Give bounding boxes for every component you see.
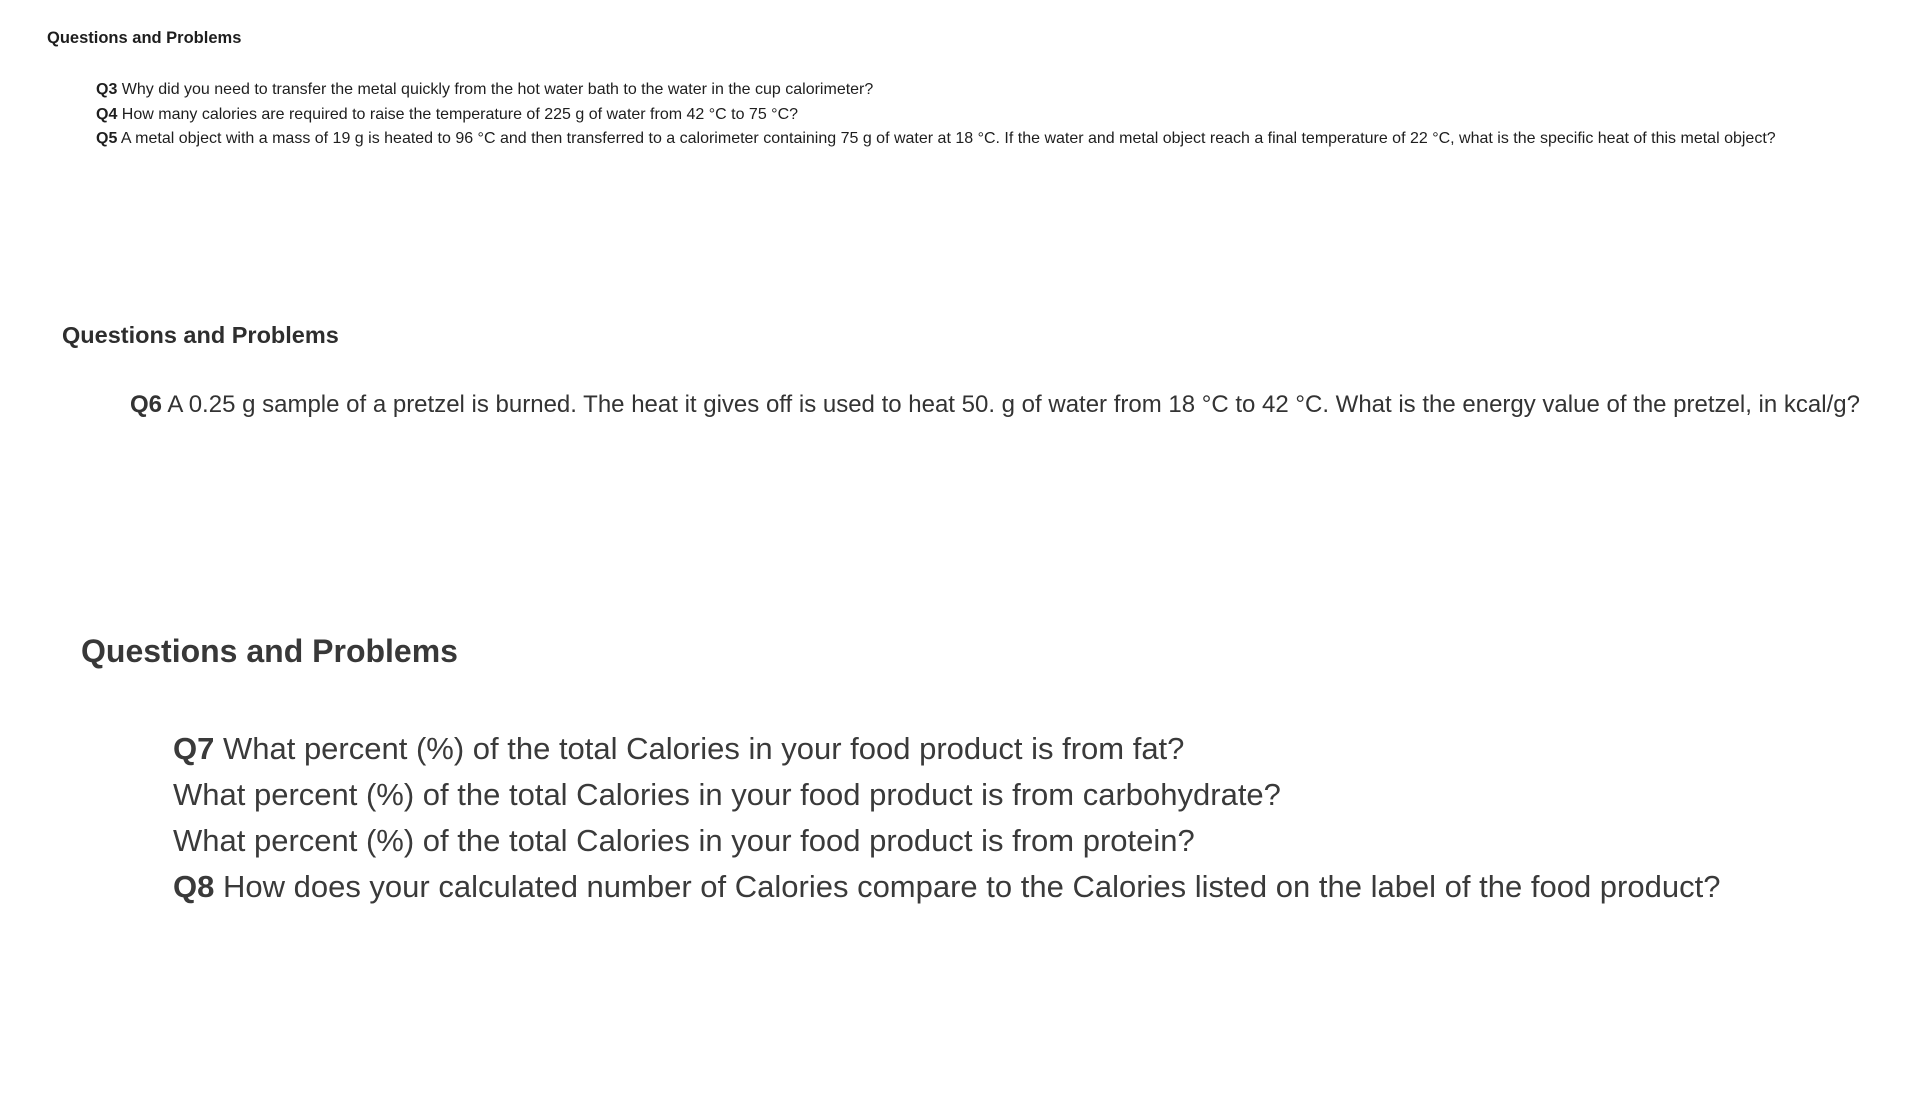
question-number: Q6 — [130, 391, 163, 418]
question-text: What percent (%) of the total Calories in your food product is from carbohydrate? — [173, 777, 1281, 812]
question-number: Q5 — [96, 130, 118, 147]
question-number: Q4 — [96, 105, 118, 123]
question-q4 — [96, 103, 1776, 128]
question-text: Why did you need to transfer the metal quickly from the hot water bath to the water in the cup calorimeter? — [117, 81, 874, 98]
question-q5 — [96, 127, 1776, 152]
question-text: A 0.25 g sample of a pretzel is burned. The heat it gives off is used to heat 50. g of water from 18 °C to 42 °C. What is the energy value of the pretzel, in kcal/g? — [162, 391, 1860, 418]
question-q3 — [96, 78, 1776, 103]
question-text: What percent (%) of the total Calories in your food product is from fat? — [214, 731, 1185, 766]
question-list — [173, 726, 1720, 910]
question-q7 — [173, 726, 1720, 772]
section-title: Questions and Problems — [62, 322, 339, 348]
question-text: What percent (%) of the total Calories in your food product is from protein? — [173, 823, 1195, 858]
question-list — [96, 78, 1776, 152]
question-number: Q7 — [173, 731, 215, 766]
section-title: Questions and Problems — [47, 29, 242, 47]
question-text: A metal object with a mass of 19 g is heated to 96 °C and then transferred to a calorimeter containing 75 g of water at 18 °C. If the water and metal object reach a final temperature of 22 °C, what is the specific heat of this metal object? — [117, 130, 1776, 147]
question-number: Q3 — [96, 81, 118, 98]
question-q7-protein — [173, 818, 1720, 864]
question-q7-carbohydrate — [173, 772, 1720, 818]
question-list — [130, 389, 1860, 421]
section-title: Questions and Problems — [81, 633, 458, 669]
question-q6 — [130, 389, 1860, 421]
question-number: Q8 — [173, 869, 215, 904]
question-text: How many calories are required to raise the temperature of 225 g of water from 42 °C to 75 °C? — [117, 105, 799, 123]
question-text: How does your calculated number of Calories compare to the Calories listed on the label of the food product? — [214, 869, 1721, 904]
question-q8 — [173, 864, 1720, 910]
